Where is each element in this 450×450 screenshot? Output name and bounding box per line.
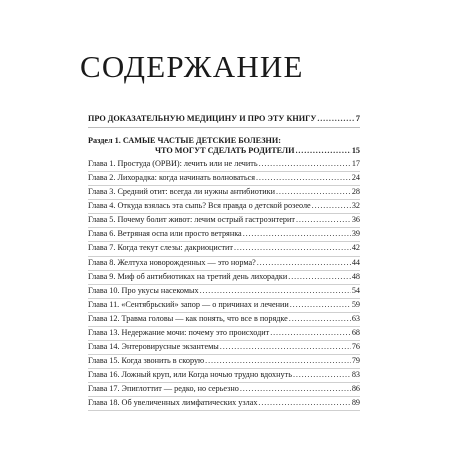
toc-entry-page: 59 (351, 299, 360, 309)
toc-entry-label: Глава 8. Желтуха новорожденных — это норма? (88, 257, 256, 267)
toc-entry-label: Глава 4. Откуда взялась эта сыпь? Вся правда о детской розеоле (88, 201, 311, 211)
dot-leader (243, 228, 351, 240)
toc-entry-chapter[interactable] (88, 341, 360, 353)
toc-entry-chapter[interactable] (88, 257, 360, 269)
dot-leader (200, 285, 351, 297)
toc-entry-page: 42 (351, 243, 360, 253)
dot-leader (312, 200, 351, 212)
toc-entry-page: 28 (351, 187, 360, 197)
chapter-list (88, 158, 360, 411)
dot-leader (293, 369, 351, 381)
toc-entry-intro[interactable] (88, 113, 360, 124)
toc-entry-page: 89 (351, 398, 360, 408)
toc-entry-page: 79 (351, 356, 360, 366)
dot-leader (296, 146, 351, 156)
toc-entry-page: 24 (351, 173, 360, 183)
toc-section-1[interactable] (88, 136, 360, 156)
toc-entry-page: 86 (351, 384, 360, 394)
dot-leader (256, 172, 351, 184)
toc-entry-page: 76 (351, 342, 360, 352)
dot-leader (240, 383, 351, 395)
toc-entry-label: Глава 18. Об увеличенных лимфатических узлах (88, 398, 258, 408)
toc-entry-label: Глава 13. Недержание мочи: почему это происходит (88, 327, 270, 337)
toc-entry-chapter[interactable] (88, 228, 360, 240)
dot-leader (259, 158, 351, 170)
dot-leader (257, 257, 351, 269)
toc-entry-chapter[interactable] (88, 327, 360, 339)
toc-entry-chapter[interactable] (88, 299, 360, 311)
dot-leader (317, 113, 355, 124)
toc-entry-page: 48 (351, 271, 360, 281)
toc-entry-label: Глава 11. «Сентябрьский» запор — о причинах и лечении (88, 299, 289, 309)
toc-entry-chapter[interactable] (88, 158, 360, 170)
toc-entry-page: 63 (351, 313, 360, 323)
dot-leader (296, 214, 351, 226)
toc-entry-chapter[interactable] (88, 397, 360, 409)
toc-entry-label: Глава 9. Миф об антибиотиках на третий день лихорадки (88, 271, 288, 281)
dot-leader (276, 186, 351, 198)
toc-entry-chapter[interactable] (88, 369, 360, 381)
toc-entry-label: Глава 17. Эпиглоттит — редко, но серьезно (88, 384, 239, 394)
dot-leader (234, 242, 351, 254)
toc-entry-page: 39 (351, 229, 360, 239)
toc-entry-page: 36 (351, 215, 360, 225)
dot-leader (220, 341, 351, 353)
dot-leader (288, 271, 351, 283)
divider (88, 127, 360, 128)
toc-entry-chapter[interactable] (88, 285, 360, 297)
toc-entry-label: ПРО ДОКАЗАТЕЛЬНУЮ МЕДИЦИНУ И ПРО ЭТУ КНИГУ (88, 114, 317, 123)
section-page: 15 (351, 146, 360, 155)
toc-entry-page: 68 (351, 327, 360, 337)
dot-leader (258, 397, 350, 409)
toc-entry-page: 17 (351, 159, 360, 168)
divider (88, 410, 360, 411)
toc-entry-page: 44 (351, 257, 360, 267)
toc-entry-page: 83 (351, 370, 360, 380)
page-title: СОДЕРЖАНИЕ (80, 49, 304, 84)
toc-entry-label: Глава 3. Средний отит: всегда ли нужны антибиотики (88, 187, 276, 197)
section-title-line1: Раздел 1. САМЫЕ ЧАСТЫЕ ДЕТСКИЕ БОЛЕЗНИ: (88, 136, 282, 145)
dot-leader (205, 355, 351, 367)
toc-entry-chapter[interactable] (88, 313, 360, 325)
dot-leader (290, 299, 351, 311)
toc-entry-label: Глава 15. Когда звонить в скорую (88, 356, 205, 366)
toc-entry-chapter[interactable] (88, 242, 360, 254)
toc-entry-label: Глава 10. Про укусы насекомых (88, 285, 199, 295)
toc-entry-label: Глава 5. Почему болит живот: лечим острый гастроэнтерит (88, 215, 295, 225)
toc-entry-label: Глава 6. Ветряная оспа или просто ветрянка (88, 229, 242, 239)
toc-entry-label: Глава 16. Ложный круп, или Когда ночью трудно вдохнуть (88, 370, 292, 380)
toc-entry-label: Глава 1. Простуда (ОРВИ): лечить или не лечить (88, 159, 258, 168)
toc-entry-chapter[interactable] (88, 214, 360, 226)
toc-entry-label: Глава 7. Когда текут слезы: дакриоцистит (88, 243, 233, 253)
section-title-line2-row (88, 146, 360, 156)
toc-entry-chapter[interactable] (88, 172, 360, 184)
toc-entry-page: 7 (355, 114, 360, 123)
toc-entry-chapter[interactable] (88, 355, 360, 367)
toc-entry-page: 32 (351, 201, 360, 211)
toc-entry-chapter[interactable] (88, 271, 360, 283)
section-title-line2: ЧТО МОГУТ СДЕЛАТЬ РОДИТЕЛИ (155, 146, 295, 155)
toc-entry-label: Глава 2. Лихорадка: когда начинать волноваться (88, 173, 256, 183)
dot-leader (289, 313, 351, 325)
toc-entry-label: Глава 14. Энтеровирусные экзантемы (88, 342, 219, 352)
toc-entry-chapter[interactable] (88, 186, 360, 198)
dot-leader (270, 327, 351, 339)
toc-entry-page: 54 (351, 285, 360, 295)
toc-entry-chapter[interactable] (88, 200, 360, 212)
toc-entry-label: Глава 12. Травма головы — как понять, что все в порядке (88, 313, 288, 323)
toc-entry-chapter[interactable] (88, 383, 360, 395)
